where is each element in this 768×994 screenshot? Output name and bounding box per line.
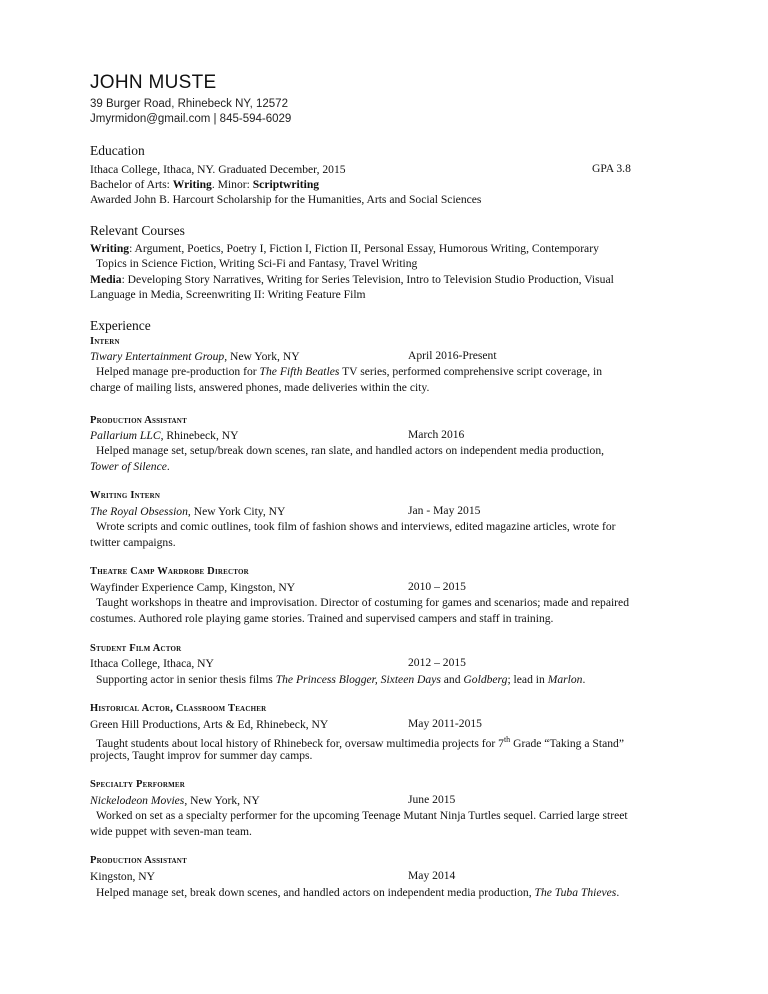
education-heading: Education — [90, 143, 145, 158]
writing-courses-line1: Writing: Argument, Poetics, Poetry I, Fiction I, Fiction II, Personal Essay, Humorous Writing, Contemporary — [90, 242, 599, 255]
award-line: Awarded John B. Harcourt Scholarship for the Humanities, Arts and Social Sciences — [90, 193, 482, 206]
job-date: Jan - May 2015 — [408, 504, 481, 517]
gpa: GPA 3.8 — [592, 162, 631, 175]
resume-name: JOHN MUSTE — [90, 72, 217, 93]
job-date: 2012 – 2015 — [408, 656, 466, 669]
job-desc: Wrote scripts and comic outlines, took film of fashion shows and interviews, edited magazine articles, wrote for — [96, 520, 616, 533]
job-title: Student Film Actor — [90, 643, 182, 654]
job-title: Writing Intern — [90, 490, 161, 501]
job-desc: wide puppet with seven-man team. — [90, 825, 252, 838]
job-desc: twitter campaigns. — [90, 536, 176, 549]
job-desc: costumes. Authored role playing game stories. Trained and supervised campers and staff in training. — [90, 612, 554, 625]
job-org: Tiwary Entertainment Group, New York, NY — [90, 350, 300, 363]
job-desc: charge of mailing lists, answered phones, made deliveries within the city. — [90, 381, 430, 394]
job-desc: Taught students about local history of Rhinebeck for, oversaw multimedia projects for 7th Grade “Taking a Stand” — [96, 735, 624, 750]
degree-line: Bachelor of Arts: Writing. Minor: Scriptwriting — [90, 178, 320, 191]
job-desc: Helped manage set, setup/break down scenes, ran slate, and handled actors on independent media production, — [96, 444, 605, 457]
job-org: Kingston, NY — [90, 870, 156, 883]
job-title: Production Assistant — [90, 855, 187, 866]
address: 39 Burger Road, Rhinebeck NY, 12572 — [90, 98, 288, 110]
media-courses-line1: Media: Developing Story Narratives, Writing for Series Television, Intro to Television Studio Production, Visual — [90, 273, 614, 286]
job-org: Green Hill Productions, Arts & Ed, Rhinebeck, NY — [90, 718, 329, 731]
job-date: April 2016-Present — [408, 349, 497, 362]
job-title: Specialty Performer — [90, 779, 186, 790]
job-org: Nickelodeon Movies, New York, NY — [90, 794, 260, 807]
job-desc: Helped manage pre-production for The Fifth Beatles TV series, performed comprehensive script coverage, in — [96, 365, 602, 378]
job-title: Historical Actor, Classroom Teacher — [90, 703, 267, 714]
job-org: Pallarium LLC, Rhinebeck, NY — [90, 429, 239, 442]
job-desc: Worked on set as a specialty performer for the upcoming Teenage Mutant Ninja Turtles sequel. Carried large street — [96, 809, 628, 822]
job-title: Production Assistant — [90, 415, 187, 426]
experience-heading: Experience — [90, 318, 151, 333]
job-title: Theatre Camp Wardrobe Director — [90, 566, 249, 577]
job-date: May 2014 — [408, 869, 456, 882]
job-date: March 2016 — [408, 428, 465, 441]
job-org: Ithaca College, Ithaca, NY — [90, 657, 214, 670]
email-phone: Jmyrmidon@gmail.com | 845-594-6029 — [90, 113, 292, 125]
job-desc: Supporting actor in senior thesis films The Princess Blogger, Sixteen Days and Goldberg; lead in Marlon. — [96, 673, 586, 686]
job-date: 2010 – 2015 — [408, 580, 466, 593]
school-line: Ithaca College, Ithaca, NY. Graduated December, 2015 — [90, 163, 346, 176]
courses-heading: Relevant Courses — [90, 223, 185, 238]
media-courses-line2: Language in Media, Screenwriting II: Writing Feature Film — [90, 288, 366, 301]
job-org: The Royal Obsession, New York City, NY — [90, 505, 286, 518]
job-title: Intern — [90, 336, 120, 347]
job-desc: projects, Taught improv for summer day camps. — [90, 749, 313, 762]
job-desc: Helped manage set, break down scenes, and handled actors on independent media production, The Tuba Thieves. — [96, 886, 620, 899]
job-org: Wayfinder Experience Camp, Kingston, NY — [90, 581, 296, 594]
job-date: May 2011-2015 — [408, 717, 482, 730]
job-date: June 2015 — [408, 793, 456, 806]
writing-courses-line2: Topics in Science Fiction, Writing Sci-Fi and Fantasy, Travel Writing — [96, 257, 418, 270]
job-desc: Tower of Silence. — [90, 460, 170, 473]
job-desc: Taught workshops in theatre and improvisation. Director of costuming for games and scenarios; made and repaired — [96, 596, 629, 609]
